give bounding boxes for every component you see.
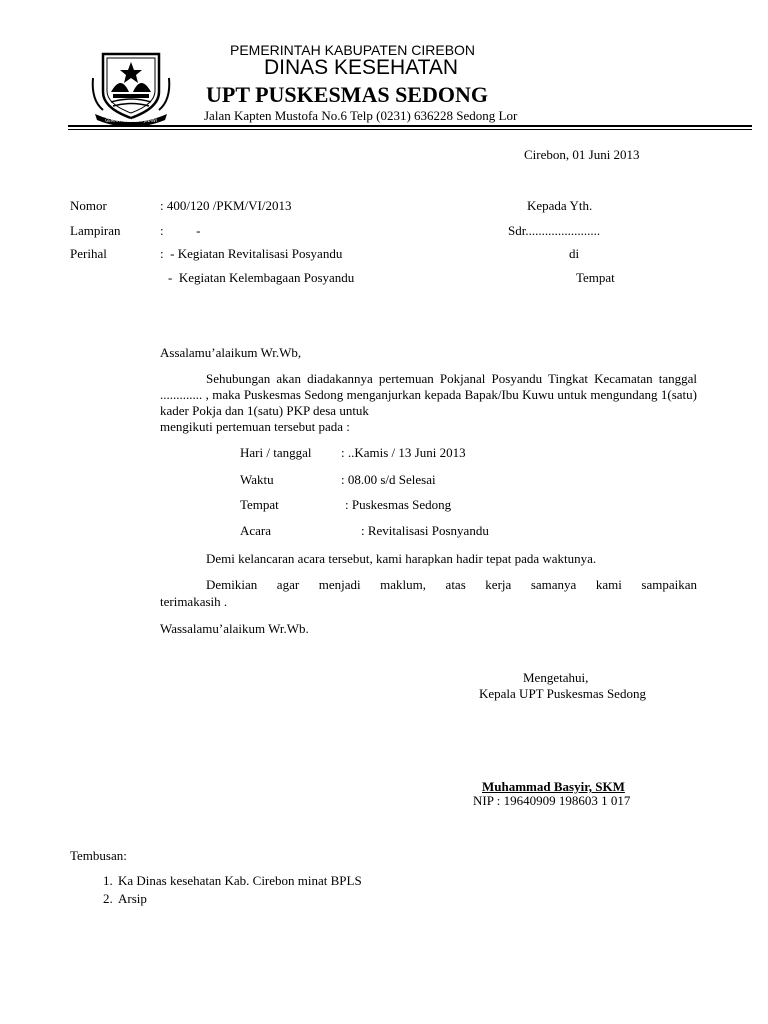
list-item: 1. Ka Dinas kesehatan Kab. Cirebon minat BPLS [116, 872, 362, 890]
perihal-value-1: : - Kegiatan Revitalisasi Posyandu [160, 246, 343, 261]
signature-acknowledged: Mengetahui, [523, 670, 589, 685]
header-institution: UPT PUSKESMAS SEDONG [206, 82, 488, 107]
letterhead-divider [68, 125, 752, 127]
lampiran-label: Lampiran [70, 223, 121, 238]
nomor-value: : 400/120 /PKM/VI/2013 [160, 198, 292, 213]
lampiran-value: : - [160, 223, 201, 238]
perihal-label: Perihal [70, 246, 107, 261]
recipient-sdr: Sdr....................... [508, 223, 601, 238]
place-date: Cirebon, 01 Juni 2013 [524, 147, 640, 162]
seal-motto: GEMAH RIPAH LOH JINAWI [105, 118, 157, 123]
paragraph-closing-remark-text: Demikian agar menjadi maklum, atas kerja samanya kami sampaikan [206, 577, 697, 592]
list-item: 2. Arsip [116, 890, 362, 908]
detail-tempat-value: : Puskesmas Sedong [345, 497, 452, 512]
letterhead-divider-thin [68, 129, 752, 130]
detail-hari-label: Hari / tanggal [240, 445, 312, 460]
recipient-kepada: Kepada Yth. [527, 198, 593, 213]
paragraph-closing-remark-last: terimakasih . [160, 594, 228, 609]
cirebon-seal-icon [89, 48, 173, 126]
perihal-value-2: - Kegiatan Kelembagaan Posyandu [168, 270, 355, 285]
paragraph-invitation-text: Sehubungan akan diadakannya pertemuan Pokjanal Posyandu Tingkat Kecamatan tanggal ............. , maka Puskesmas Sedong menganjurkan kepada Bapak/Ibu Kuwu untuk mengundang 1(satu) kader Pokja dan 1(satu) PKP desa untuk [160, 371, 697, 418]
detail-hari-value: : ..Kamis / 13 Juni 2013 [341, 445, 466, 460]
paragraph-closing-remark [160, 577, 697, 593]
detail-tempat-label: Tempat [240, 497, 279, 512]
closing-salutation: Wassalamu’alaikum Wr.Wb. [160, 621, 309, 636]
nomor-label: Nomor [70, 198, 107, 213]
detail-acara-label: Acara [240, 523, 272, 538]
header-address: Jalan Kapten Mustofa No.6 Telp (0231) 636228 Sedong Lor [204, 108, 518, 123]
tembusan-list [70, 872, 362, 908]
recipient-di: di [569, 246, 580, 261]
signature-title: Kepala UPT Puskesmas Sedong [479, 686, 646, 701]
paragraph-punctuality: Demi kelancaran acara tersebut, kami harapkan hadir tepat pada waktunya. [206, 551, 597, 566]
tembusan-label: Tembusan: [70, 848, 127, 863]
paragraph-invitation [160, 371, 697, 419]
header-government: PEMERINTAH KABUPATEN CIREBON [230, 42, 476, 58]
detail-waktu-value: : 08.00 s/d Selesai [341, 472, 436, 487]
recipient-tempat: Tempat [576, 270, 615, 285]
greeting: Assalamu’alaikum Wr.Wb, [160, 345, 302, 360]
signature-nip: NIP : 19640909 198603 1 017 [473, 793, 631, 808]
header-agency: DINAS KESEHATAN [264, 56, 459, 79]
paragraph-invitation-last: mengikuti pertemuan tersebut pada : [160, 419, 350, 434]
detail-acara-value: : Revitalisasi Posnyandu [361, 523, 489, 538]
detail-waktu-label: Waktu [240, 472, 274, 487]
signature-name: Muhammad Basyir, SKM [482, 779, 625, 794]
